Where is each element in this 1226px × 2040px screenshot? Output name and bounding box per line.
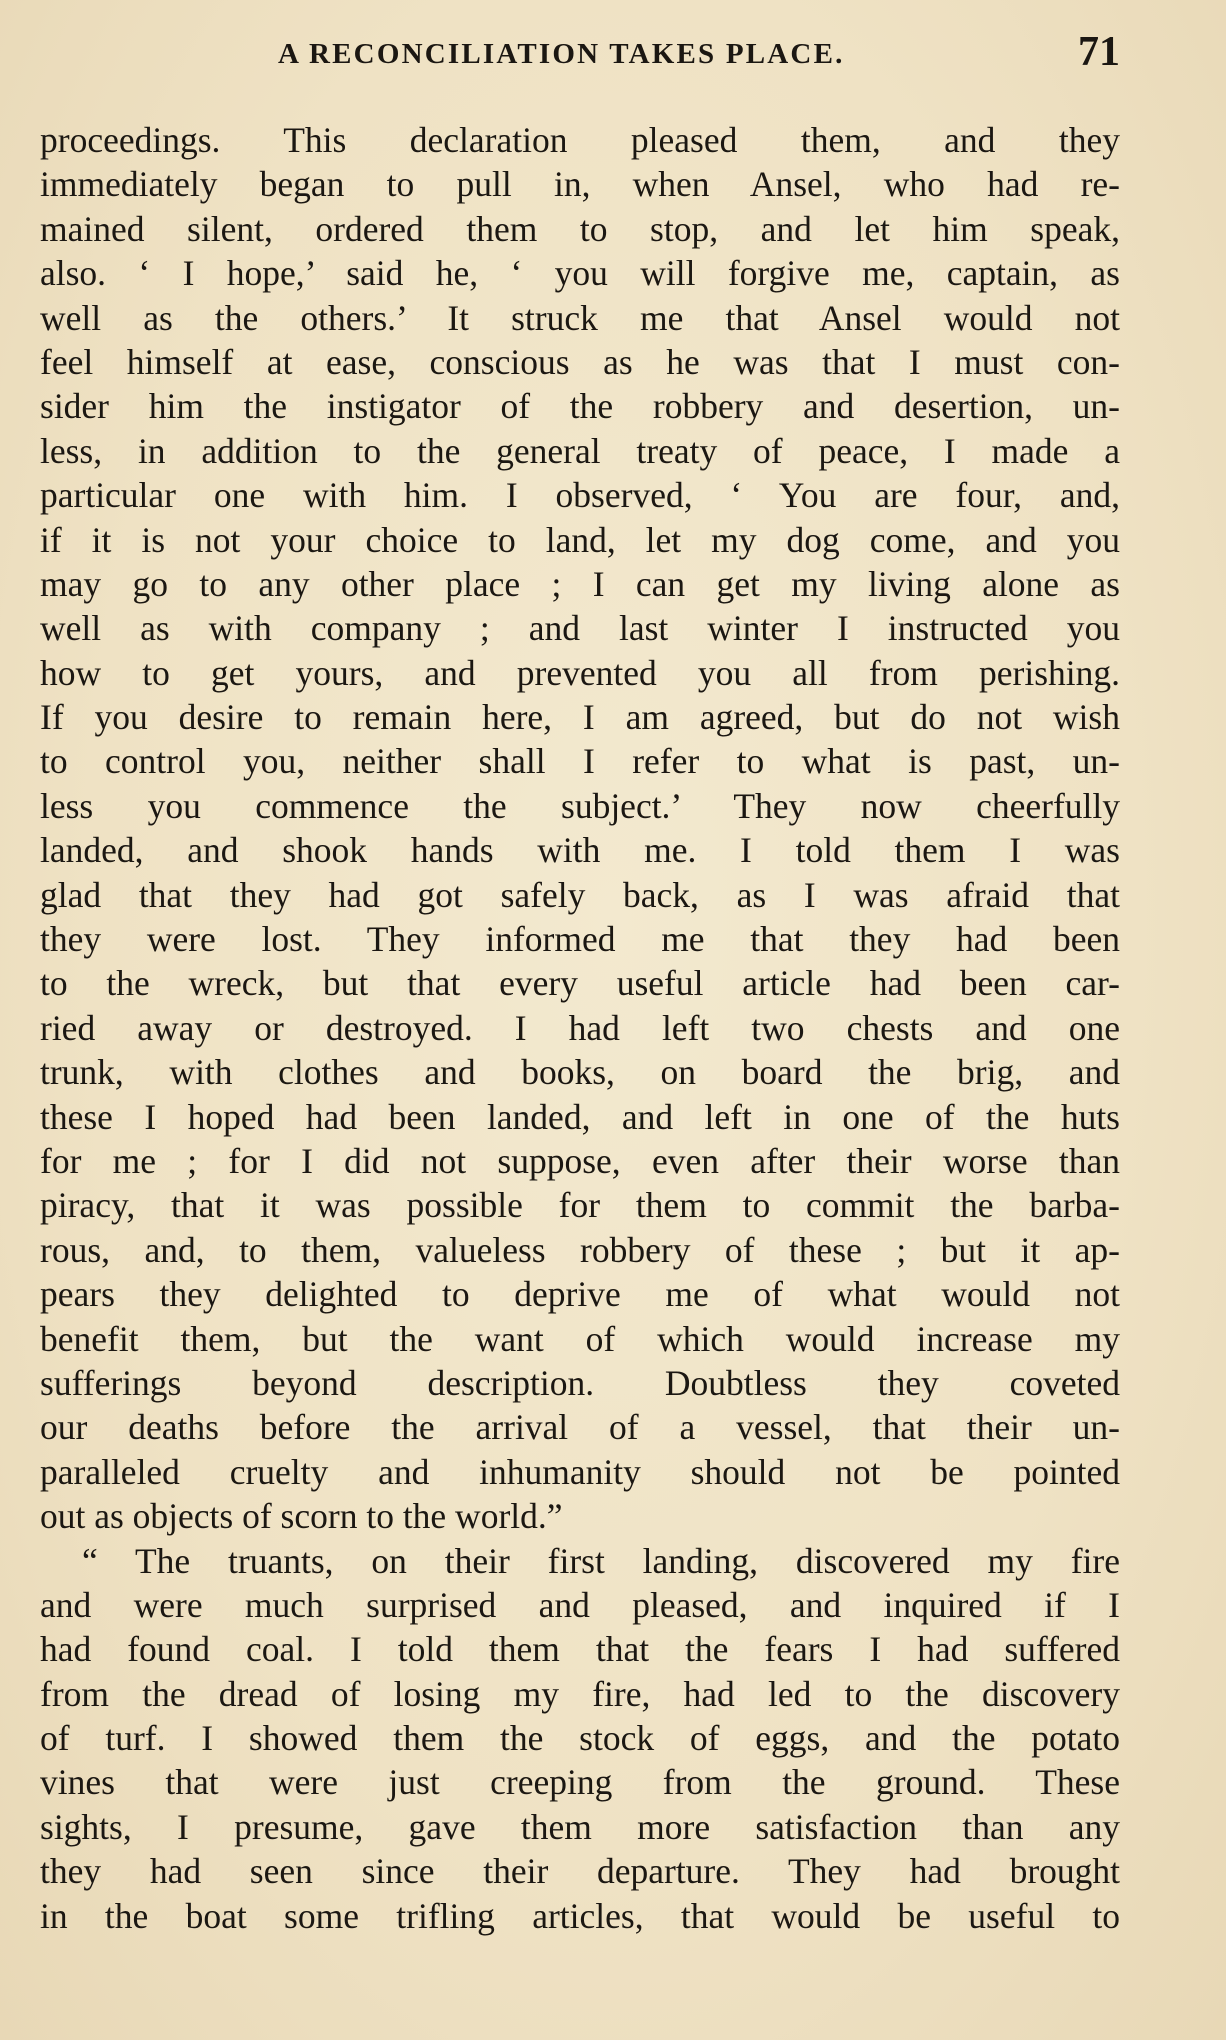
paragraph-start-line: “ The truants, on their first landing, discovered my fire bbox=[82, 1540, 1120, 1581]
paragraph-end-line: out as objects of scorn to the world.” bbox=[40, 1496, 563, 1537]
text-line: particular one with him. I observed, ‘ You are four, and, bbox=[40, 475, 1120, 516]
text-line: rous, and, to them, valueless robbery of these ; but it ap- bbox=[40, 1229, 1120, 1270]
text-line: for me ; for I did not suppose, even after their worse than bbox=[40, 1140, 1120, 1181]
text-line: benefit them, but the want of which would increase my bbox=[40, 1318, 1120, 1359]
text-line: in the boat some trifling articles, that would be useful to bbox=[40, 1895, 1120, 1936]
text-line: how to get yours, and prevented you all from perishing. bbox=[40, 652, 1120, 693]
text-line: had found coal. I told them that the fears I had suffered bbox=[40, 1629, 1120, 1670]
text-line: they were lost. They informed me that they had been bbox=[40, 919, 1120, 960]
text-line: sider him the instigator of the robbery and desertion, un- bbox=[40, 386, 1120, 427]
text-line: mained silent, ordered them to stop, and let him speak, bbox=[40, 208, 1120, 249]
text-line: glad that they had got safely back, as I was afraid that bbox=[40, 874, 1120, 915]
text-line: to the wreck, but that every useful article had been car- bbox=[40, 963, 1120, 1004]
text-line: pears they delighted to deprive me of what would not bbox=[40, 1274, 1120, 1315]
text-line: proceedings. This declaration pleased them, and they bbox=[40, 120, 1120, 160]
page-header bbox=[40, 28, 1120, 78]
body-text bbox=[40, 118, 1120, 1938]
text-line: from the dread of losing my fire, had led to the discovery bbox=[40, 1673, 1120, 1714]
text-line: piracy, that it was possible for them to commit the barba- bbox=[40, 1185, 1120, 1226]
text-line: less you commence the subject.’ They now cheerfully bbox=[40, 785, 1120, 826]
text-line: of turf. I showed them the stock of eggs, and the potato bbox=[40, 1718, 1120, 1759]
text-line: vines that were just creeping from the ground. These bbox=[40, 1762, 1120, 1803]
text-line: and were much surprised and pleased, and inquired if I bbox=[40, 1584, 1120, 1625]
text-line: to control you, neither shall I refer to what is past, un- bbox=[40, 741, 1120, 782]
text-line: our deaths before the arrival of a vessel, that their un- bbox=[40, 1407, 1120, 1448]
text-line: well as the others.’ It struck me that Ansel would not bbox=[40, 297, 1120, 338]
running-title: A RECONCILIATION TAKES PLACE. bbox=[278, 38, 845, 70]
text-line: they had seen since their departure. They had brought bbox=[40, 1851, 1120, 1892]
text-line: if it is not your choice to land, let my dog come, and you bbox=[40, 519, 1120, 560]
text-line: trunk, with clothes and books, on board the brig, and bbox=[40, 1052, 1120, 1093]
text-line: feel himself at ease, conscious as he was that I must con- bbox=[40, 341, 1120, 382]
text-line: paralleled cruelty and inhumanity should not be pointed bbox=[40, 1451, 1120, 1492]
text-line: also. ‘ I hope,’ said he, ‘ you will forgive me, captain, as bbox=[40, 253, 1120, 294]
text-line: these I hoped had been landed, and left in one of the huts bbox=[40, 1096, 1120, 1137]
page-number: 71 bbox=[1078, 29, 1120, 75]
text-line: landed, and shook hands with me. I told them I was bbox=[40, 830, 1120, 871]
text-line: sights, I presume, gave them more satisfaction than any bbox=[40, 1806, 1120, 1847]
text-line: well as with company ; and last winter I instructed you bbox=[40, 608, 1120, 649]
text-line: may go to any other place ; I can get my living alone as bbox=[40, 563, 1120, 604]
text-line: sufferings beyond description. Doubtless they coveted bbox=[40, 1362, 1120, 1403]
text-line: If you desire to remain here, I am agreed, but do not wish bbox=[40, 697, 1120, 738]
text-line: less, in addition to the general treaty of peace, I made a bbox=[40, 430, 1120, 471]
text-line: immediately began to pull in, when Ansel, who had re- bbox=[40, 164, 1120, 205]
text-line: ried away or destroyed. I had left two chests and one bbox=[40, 1007, 1120, 1048]
